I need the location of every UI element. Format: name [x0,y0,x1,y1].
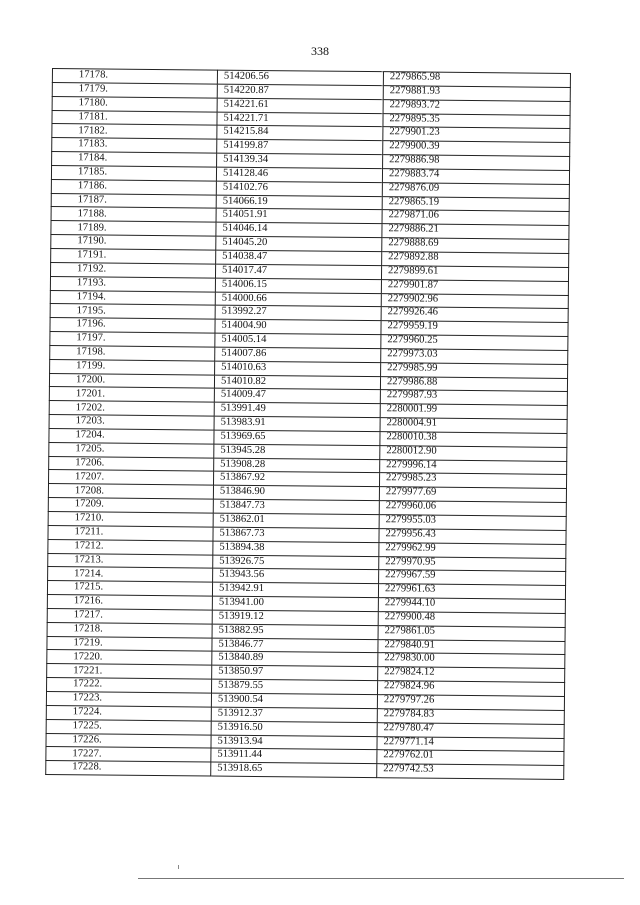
x-coordinate: 513943.56 [213,568,379,583]
point-number: 17211. [48,525,213,540]
y-coordinate: 2279762.01 [377,750,564,766]
y-coordinate: 2279830.00 [378,653,565,669]
x-coordinate: 513911.44 [211,748,377,763]
y-coordinate: 2279771.14 [377,736,564,752]
point-number: 17226. [46,733,211,748]
point-number: 17220. [47,650,212,665]
x-coordinate: 513941.00 [212,596,378,611]
y-coordinate: 2279961.63 [378,584,565,600]
point-number: 17189. [51,221,216,236]
point-number: 17213. [48,553,213,568]
y-coordinate: 2280012.90 [380,445,567,461]
y-coordinate: 2279960.25 [381,335,568,351]
point-number: 17198. [50,345,215,360]
x-coordinate: 514220.87 [217,84,383,99]
y-coordinate: 2279797.26 [377,695,564,711]
x-coordinate: 514051.91 [216,209,382,224]
x-coordinate: 513992.27 [215,305,381,320]
page-number: 338 [311,44,329,58]
point-number: 17228. [46,761,211,776]
y-coordinate: 2279900.48 [378,612,565,628]
point-number: 17216. [47,595,212,610]
x-coordinate: 513945.28 [214,444,380,459]
x-coordinate: 513846.77 [212,638,378,653]
point-number: 17197. [50,332,215,347]
point-number: 17192. [51,262,216,277]
y-coordinate: 2279840.91 [378,639,565,655]
coordinate-table [45,68,571,780]
coordinate-table-body [46,69,571,780]
y-coordinate: 2279861.05 [378,625,565,641]
coordinate-table-wrapper [45,68,570,780]
x-coordinate: 513862.01 [213,513,379,528]
point-number: 17186. [51,179,216,194]
x-coordinate: 514010.82 [214,375,380,390]
x-coordinate: 514006.15 [215,278,381,293]
y-coordinate: 2279899.61 [381,265,568,281]
y-coordinate: 2279996.14 [380,459,567,475]
point-number: 17187. [51,193,216,208]
x-coordinate: 513912.37 [211,707,377,722]
point-number: 17183. [52,138,217,153]
x-coordinate: 513847.73 [213,499,379,514]
point-number: 17203. [49,415,214,430]
x-coordinate: 514221.71 [217,112,383,127]
y-coordinate: 2279985.99 [381,362,568,378]
y-coordinate: 2279824.12 [378,667,565,683]
y-coordinate: 2279901.23 [383,127,570,143]
y-coordinate: 2279959.19 [381,321,568,337]
x-coordinate: 513867.73 [213,527,379,542]
y-coordinate: 2279893.72 [383,99,570,115]
point-number: 17227. [46,747,211,762]
y-coordinate: 2279888.69 [382,238,569,254]
y-coordinate: 2279780.47 [377,722,564,738]
y-coordinate: 2280004.91 [380,418,567,434]
x-coordinate: 513991.49 [214,402,380,417]
point-number: 17181. [52,110,217,125]
x-coordinate: 514004.90 [215,319,381,334]
y-coordinate: 2279926.46 [381,307,568,323]
y-coordinate: 2279901.87 [381,279,568,295]
x-coordinate: 513919.12 [212,610,378,625]
y-coordinate: 2279784.83 [377,708,564,724]
x-coordinate: 514017.47 [215,264,381,279]
point-number: 17223. [46,691,211,706]
y-coordinate: 2280010.38 [380,432,567,448]
x-coordinate: 514046.14 [216,222,382,237]
y-coordinate: 2279895.35 [383,113,570,129]
point-number: 17222. [47,678,212,693]
point-number: 17208. [48,484,213,499]
x-coordinate: 514215.84 [217,125,383,140]
y-coordinate: 2279900.39 [383,141,570,157]
x-coordinate: 514005.14 [215,333,381,348]
point-number: 17178. [52,69,217,84]
x-coordinate: 513846.90 [213,485,379,500]
x-coordinate: 513983.91 [214,416,380,431]
x-coordinate: 514206.56 [217,70,383,85]
point-number: 17180. [52,96,217,111]
point-number: 17179. [52,82,217,97]
point-number: 17195. [50,304,215,319]
x-coordinate: 514010.63 [215,361,381,376]
point-number: 17190. [51,235,216,250]
y-coordinate: 2279956.43 [379,529,566,545]
x-coordinate: 513894.38 [213,541,379,556]
y-coordinate: 2279865.19 [382,196,569,212]
y-coordinate: 2279902.96 [381,293,568,309]
x-coordinate: 513879.55 [212,679,378,694]
point-number: 17219. [47,636,212,651]
y-coordinate: 2279883.74 [382,169,569,185]
y-coordinate: 2279742.53 [377,764,564,780]
x-coordinate: 513900.54 [211,693,377,708]
x-coordinate: 513916.50 [211,721,377,736]
point-number: 17221. [47,664,212,679]
x-coordinate: 513942.91 [212,582,378,597]
point-number: 17199. [50,359,215,374]
x-coordinate: 514221.61 [217,98,383,113]
x-coordinate: 513913.94 [211,735,377,750]
point-number: 17193. [50,276,215,291]
point-number: 17185. [51,165,216,180]
y-coordinate: 2280001.99 [380,404,567,420]
point-number: 17212. [48,539,213,554]
x-coordinate: 514102.76 [216,181,382,196]
point-number: 17206. [49,456,214,471]
y-coordinate: 2279986.88 [380,376,567,392]
point-number: 17209. [48,498,213,513]
point-number: 17214. [48,567,213,582]
x-coordinate: 513882.95 [212,624,378,639]
point-number: 17201. [49,387,214,402]
x-coordinate: 514009.47 [214,388,380,403]
point-number: 17196. [50,318,215,333]
x-coordinate: 514000.66 [215,292,381,307]
x-coordinate: 513840.89 [212,651,378,666]
point-number: 17205. [49,442,214,457]
point-number: 17210. [48,511,213,526]
y-coordinate: 2279985.23 [379,473,566,489]
y-coordinate: 2279876.09 [382,182,569,198]
y-coordinate: 2279973.03 [381,349,568,365]
x-coordinate: 514199.87 [217,139,383,154]
x-coordinate: 514066.19 [216,195,382,210]
y-coordinate: 2279967.59 [379,570,566,586]
point-number: 17224. [46,705,211,720]
point-number: 17184. [52,152,217,167]
point-number: 17194. [50,290,215,305]
y-coordinate: 2279886.98 [383,155,570,171]
point-number: 17218. [47,622,212,637]
x-coordinate: 513918.65 [211,762,377,777]
x-coordinate: 514128.46 [216,167,382,182]
point-number: 17217. [47,608,212,623]
point-number: 17191. [51,248,216,263]
y-coordinate: 2279955.03 [379,515,566,531]
point-number: 17204. [49,428,214,443]
y-coordinate: 2279886.21 [382,224,569,240]
y-coordinate: 2279944.10 [378,598,565,614]
scan-line [138,878,624,879]
x-coordinate: 513850.97 [212,665,378,680]
point-number: 17207. [49,470,214,485]
point-number: 17215. [47,581,212,596]
y-coordinate: 2279977.69 [379,487,566,503]
y-coordinate: 2279970.95 [379,556,566,572]
y-coordinate: 2279871.06 [382,210,569,226]
point-number: 17200. [49,373,214,388]
x-coordinate: 514139.34 [217,153,383,168]
x-coordinate: 514007.86 [215,347,381,362]
point-number: 17202. [49,401,214,416]
x-coordinate: 513969.65 [214,430,380,445]
y-coordinate: 2279824.96 [377,681,564,697]
y-coordinate: 2279962.99 [379,542,566,558]
point-number: 17182. [52,124,217,139]
y-coordinate: 2279881.93 [383,86,570,102]
x-coordinate: 513867.92 [214,472,380,487]
y-coordinate: 2279892.88 [382,252,569,268]
scan-mark [178,865,179,869]
x-coordinate: 513908.28 [214,458,380,473]
y-coordinate: 2279960.06 [379,501,566,517]
x-coordinate: 514045.20 [216,236,382,251]
y-coordinate: 2279865.98 [383,72,570,88]
x-coordinate: 514038.47 [216,250,382,265]
y-coordinate: 2279987.93 [380,390,567,406]
point-number: 17188. [51,207,216,222]
x-coordinate: 513926.75 [213,555,379,570]
point-number: 17225. [46,719,211,734]
